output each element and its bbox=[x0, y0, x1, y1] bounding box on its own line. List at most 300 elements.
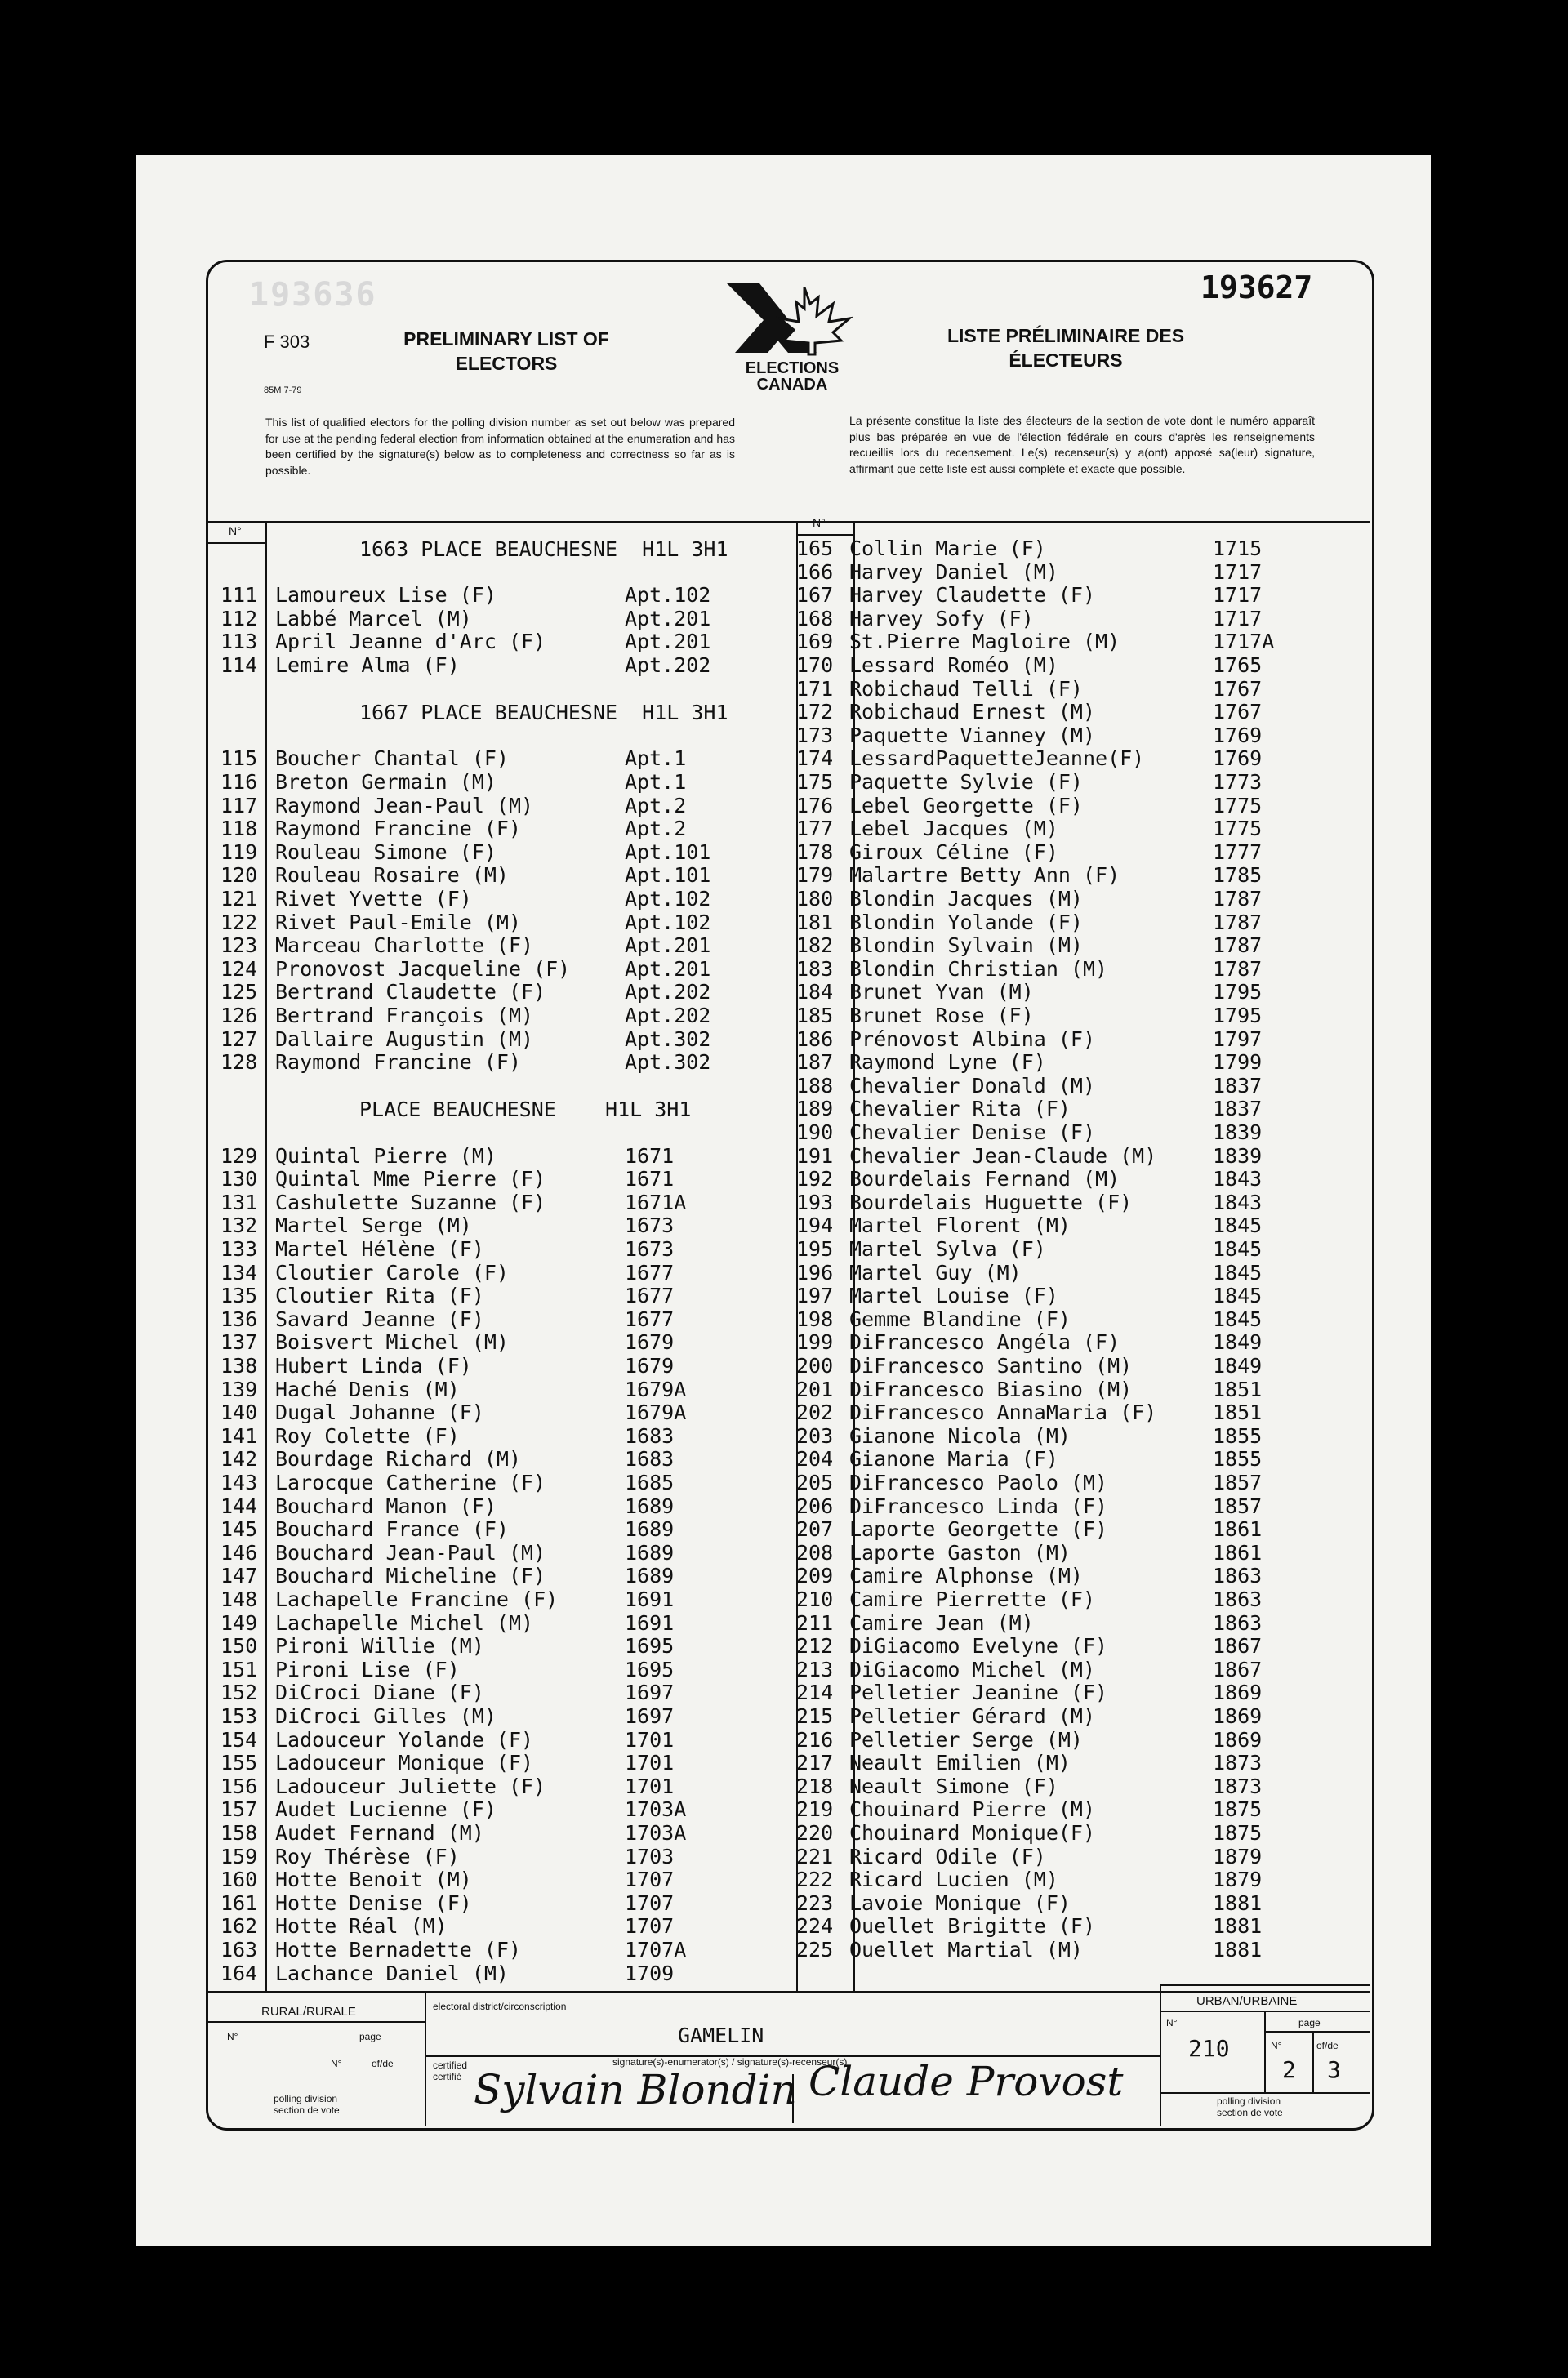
elector-address: 1869 bbox=[1213, 1704, 1263, 1728]
no-header-rule-left bbox=[207, 542, 265, 544]
elector-number: 213 bbox=[796, 1657, 834, 1681]
elector-number: 184 bbox=[796, 980, 834, 1004]
elector-name: Chevalier Jean-Claude (M) bbox=[849, 1143, 1157, 1168]
elector-number: 223 bbox=[796, 1890, 834, 1915]
elector-name: Laporte Georgette (F) bbox=[849, 1517, 1108, 1542]
title-english-line1: PRELIMINARY LIST OF bbox=[403, 328, 609, 350]
elector-address: Apt.302 bbox=[625, 1026, 711, 1051]
elector-address: 1849 bbox=[1213, 1330, 1263, 1355]
elector-number: 117 bbox=[220, 793, 258, 817]
elector-name: Lebel Georgette (F) bbox=[849, 793, 1083, 817]
elector-number: 162 bbox=[220, 1914, 258, 1939]
elector-address: 1861 bbox=[1213, 1540, 1263, 1565]
elector-number: 149 bbox=[220, 1610, 258, 1635]
title-english bbox=[384, 327, 629, 376]
elector-number: 217 bbox=[796, 1751, 834, 1775]
rural-polling-label-2: section de vote bbox=[274, 2104, 340, 2116]
elector-number: 137 bbox=[220, 1330, 258, 1355]
elector-number: 168 bbox=[796, 606, 834, 630]
elector-address: Apt.202 bbox=[625, 1004, 711, 1027]
elector-number: 152 bbox=[220, 1681, 258, 1705]
elector-number: 156 bbox=[220, 1774, 258, 1798]
elector-name: Rouleau Rosaire (M) bbox=[275, 863, 509, 888]
elector-address: 1775 bbox=[1213, 793, 1263, 817]
elector-number: 131 bbox=[220, 1190, 258, 1214]
elector-number: 134 bbox=[220, 1260, 258, 1285]
elector-number: 178 bbox=[796, 839, 834, 864]
elector-address: Apt.101 bbox=[625, 839, 711, 864]
elector-address: 1689 bbox=[625, 1517, 675, 1542]
elector-name: Hotte Denise (F) bbox=[275, 1890, 472, 1915]
elector-number: 181 bbox=[796, 910, 834, 934]
elector-name: Camire Alphonse (M) bbox=[849, 1564, 1083, 1588]
elector-name: DiCroci Gilles (M) bbox=[275, 1704, 497, 1728]
elector-name: Giroux Céline (F) bbox=[849, 839, 1058, 864]
elector-name: DiGiacomo Evelyne (F) bbox=[849, 1634, 1108, 1659]
no-header-rule-right bbox=[796, 534, 853, 536]
rural-of-label: of/de bbox=[372, 2058, 394, 2069]
elector-number: 189 bbox=[796, 1097, 834, 1121]
elector-address: 1867 bbox=[1213, 1657, 1263, 1681]
elector-number: 133 bbox=[220, 1237, 258, 1261]
elector-address: Apt.1 bbox=[625, 770, 687, 794]
elector-address: 1873 bbox=[1213, 1751, 1263, 1775]
elector-address: 1701 bbox=[625, 1774, 675, 1798]
elector-address: 1717 bbox=[1213, 606, 1263, 630]
elector-number: 214 bbox=[796, 1681, 834, 1705]
elector-address: 1703 bbox=[625, 1844, 675, 1868]
elector-number: 219 bbox=[796, 1797, 834, 1822]
elector-number: 119 bbox=[220, 839, 258, 864]
elector-number: 206 bbox=[796, 1494, 834, 1518]
elector-number: 208 bbox=[796, 1540, 834, 1565]
elector-address: 1707A bbox=[625, 1938, 687, 1962]
elector-name: Lavoie Monique (F) bbox=[849, 1890, 1071, 1915]
elector-number: 197 bbox=[796, 1284, 834, 1308]
elector-address: 1839 bbox=[1213, 1143, 1263, 1168]
elector-name: Ladouceur Yolande (F) bbox=[275, 1727, 534, 1752]
elector-number: 150 bbox=[220, 1634, 258, 1659]
elector-number: 112 bbox=[220, 606, 258, 630]
elector-number: 185 bbox=[796, 1004, 834, 1027]
elector-number: 142 bbox=[220, 1447, 258, 1472]
elector-number: 174 bbox=[796, 746, 834, 771]
elector-name: Prénovost Albina (F) bbox=[849, 1026, 1096, 1051]
elector-name: Chevalier Rita (F) bbox=[849, 1097, 1071, 1121]
district-label: electoral district/circonscription bbox=[433, 2001, 567, 2012]
certified-label-fr: certifié bbox=[433, 2071, 462, 2082]
elector-address: 1775 bbox=[1213, 817, 1263, 841]
elector-name: DiFrancesco Angéla (F) bbox=[849, 1330, 1120, 1355]
elector-number: 199 bbox=[796, 1330, 834, 1355]
elector-name: LessardPaquetteJeanne(F) bbox=[849, 746, 1145, 771]
elector-number: 187 bbox=[796, 1050, 834, 1075]
elector-address: Apt.102 bbox=[625, 583, 711, 608]
elector-address: Apt.1 bbox=[625, 746, 687, 771]
elector-number: 203 bbox=[796, 1423, 834, 1448]
elector-number: 145 bbox=[220, 1517, 258, 1542]
elector-name: Hotte Réal (M) bbox=[275, 1914, 448, 1939]
elector-number: 183 bbox=[796, 956, 834, 981]
elector-number: 179 bbox=[796, 863, 834, 888]
elector-name: Lachapelle Michel (M) bbox=[275, 1610, 534, 1635]
elector-address: 1845 bbox=[1213, 1284, 1263, 1308]
elector-address: Apt.201 bbox=[625, 606, 711, 630]
elector-number: 125 bbox=[220, 980, 258, 1004]
elector-number: 136 bbox=[220, 1307, 258, 1331]
elector-name: Brunet Rose (F) bbox=[849, 1004, 1034, 1027]
elector-name: Ladouceur Juliette (F) bbox=[275, 1774, 546, 1798]
elector-name: Labbé Marcel (M) bbox=[275, 606, 472, 630]
elector-number: 164 bbox=[220, 1961, 258, 1985]
elector-address: 1717 bbox=[1213, 559, 1263, 584]
elector-name: Gianone Nicola (M) bbox=[849, 1423, 1071, 1448]
elector-name: Larocque Catherine (F) bbox=[275, 1471, 546, 1494]
rural-polling-label-1: polling division bbox=[274, 2093, 338, 2104]
title-french-line2: ÉLECTEURS bbox=[1009, 350, 1123, 371]
elector-number: 163 bbox=[220, 1938, 258, 1962]
elector-name: Raymond Lyne (F) bbox=[849, 1050, 1046, 1075]
section-heading: 1667 PLACE BEAUCHESNE H1L 3H1 bbox=[359, 701, 728, 725]
elector-name: Malartre Betty Ann (F) bbox=[849, 863, 1120, 888]
no-header-left: N° bbox=[229, 524, 242, 537]
elector-name: Collin Marie (F) bbox=[849, 537, 1046, 560]
elector-name: Laporte Gaston (M) bbox=[849, 1540, 1071, 1565]
elector-name: Quintal Pierre (M) bbox=[275, 1143, 497, 1168]
elector-number: 118 bbox=[220, 817, 258, 841]
urban-page-rule bbox=[1264, 2031, 1370, 2033]
elector-name: Lemire Alma (F) bbox=[275, 653, 460, 677]
elector-address: 1689 bbox=[625, 1494, 675, 1518]
elector-name: DiFrancesco Linda (F) bbox=[849, 1494, 1108, 1518]
urban-polling-label-2: section de vote bbox=[1217, 2107, 1283, 2118]
elector-address: 1843 bbox=[1213, 1190, 1263, 1214]
elector-address: Apt.202 bbox=[625, 653, 711, 677]
elector-address: 1691 bbox=[625, 1610, 675, 1635]
urban-label: URBAN/URBAINE bbox=[1196, 1994, 1298, 2008]
elector-number: 196 bbox=[796, 1260, 834, 1285]
elector-name: Robichaud Ernest (M) bbox=[849, 700, 1096, 724]
urban-divider bbox=[1264, 2011, 1266, 2092]
elector-address: 1671 bbox=[625, 1167, 675, 1191]
footer-divider-rural bbox=[425, 1991, 426, 2126]
left-no-column-line bbox=[265, 521, 267, 1991]
elector-number: 202 bbox=[796, 1401, 834, 1425]
elector-name: Gemme Blandine (F) bbox=[849, 1307, 1071, 1331]
elector-address: 1863 bbox=[1213, 1588, 1263, 1611]
elector-name: DiFrancesco Santino (M) bbox=[849, 1354, 1133, 1378]
urban-page-no-label: N° bbox=[1271, 2040, 1282, 2051]
elector-number: 121 bbox=[220, 887, 258, 911]
elector-address: 1845 bbox=[1213, 1307, 1263, 1331]
elector-name: Pironi Willie (M) bbox=[275, 1634, 484, 1659]
elector-address: 1855 bbox=[1213, 1447, 1263, 1472]
elector-number: 201 bbox=[796, 1377, 834, 1401]
elector-number: 143 bbox=[220, 1471, 258, 1494]
elector-number: 148 bbox=[220, 1588, 258, 1611]
elector-number: 195 bbox=[796, 1237, 834, 1261]
elector-name: Camire Pierrette (F) bbox=[849, 1588, 1096, 1611]
elector-address: Apt.2 bbox=[625, 793, 687, 817]
elector-address: 1879 bbox=[1213, 1868, 1263, 1892]
elector-address: 1787 bbox=[1213, 933, 1263, 958]
elector-address: 1767 bbox=[1213, 700, 1263, 724]
elector-name: Martel Louise (F) bbox=[849, 1284, 1058, 1308]
elector-address: 1777 bbox=[1213, 839, 1263, 864]
elector-address: 1769 bbox=[1213, 723, 1263, 747]
elector-name: Roy Thérèse (F) bbox=[275, 1844, 460, 1868]
elector-address: 1875 bbox=[1213, 1821, 1263, 1845]
elector-address: 1767 bbox=[1213, 676, 1263, 701]
elector-address: 1701 bbox=[625, 1727, 675, 1752]
rural-page-label: page bbox=[359, 2031, 381, 2042]
elector-name: Robichaud Telli (F) bbox=[849, 676, 1083, 701]
form-date: 85M 7-79 bbox=[264, 385, 302, 395]
elector-address: 1679 bbox=[625, 1354, 675, 1378]
elector-name: Raymond Francine (F) bbox=[275, 1050, 522, 1075]
elector-number: 207 bbox=[796, 1517, 834, 1542]
elector-number: 147 bbox=[220, 1564, 258, 1588]
elector-address: 1707 bbox=[625, 1868, 675, 1892]
elector-address: Apt.101 bbox=[625, 863, 711, 888]
elector-name: Roy Colette (F) bbox=[275, 1423, 460, 1448]
elector-number: 132 bbox=[220, 1213, 258, 1238]
elections-canada-logo bbox=[719, 279, 866, 394]
elector-number: 180 bbox=[796, 887, 834, 911]
elector-address: 1773 bbox=[1213, 770, 1263, 794]
elector-name: Dugal Johanne (F) bbox=[275, 1401, 484, 1425]
elector-name: Rivet Paul-Emile (M) bbox=[275, 910, 522, 934]
elector-address: 1851 bbox=[1213, 1377, 1263, 1401]
elector-name: Audet Fernand (M) bbox=[275, 1821, 484, 1845]
elector-number: 154 bbox=[220, 1727, 258, 1752]
elector-name: Boisvert Michel (M) bbox=[275, 1330, 509, 1355]
elector-name: Martel Florent (M) bbox=[849, 1213, 1071, 1238]
elector-name: Blondin Christian (M) bbox=[849, 956, 1108, 981]
elector-address: 1685 bbox=[625, 1471, 675, 1494]
elector-number: 225 bbox=[796, 1938, 834, 1962]
elector-name: Lachapelle Francine (F) bbox=[275, 1588, 559, 1611]
elector-name: DiFrancesco AnnaMaria (F) bbox=[849, 1401, 1157, 1425]
urban-bottom-rule bbox=[1160, 2092, 1370, 2094]
elector-number: 161 bbox=[220, 1890, 258, 1915]
elector-address: Apt.201 bbox=[625, 933, 711, 958]
urban-of-value: 3 bbox=[1327, 2056, 1341, 2083]
elector-name: Hubert Linda (F) bbox=[275, 1354, 472, 1378]
elector-name: Neault Simone (F) bbox=[849, 1774, 1058, 1798]
elector-name: Bouchard Jean-Paul (M) bbox=[275, 1540, 546, 1565]
elector-name: Harvey Sofy (F) bbox=[849, 606, 1034, 630]
elector-number: 215 bbox=[796, 1704, 834, 1728]
elector-address: 1717A bbox=[1213, 630, 1275, 654]
urban-top-rule bbox=[1160, 1984, 1370, 1986]
elector-address: 1863 bbox=[1213, 1564, 1263, 1588]
elector-name: Bourdelais Huguette (F) bbox=[849, 1190, 1133, 1214]
elector-address: 1673 bbox=[625, 1237, 675, 1261]
section-heading: 1663 PLACE BEAUCHESNE H1L 3H1 bbox=[359, 537, 728, 561]
elector-name: Bertrand François (M) bbox=[275, 1004, 534, 1027]
elector-address: 1677 bbox=[625, 1284, 675, 1308]
urban-page-label: page bbox=[1298, 2017, 1321, 2028]
elector-name: Dallaire Augustin (M) bbox=[275, 1026, 534, 1051]
elector-number: 157 bbox=[220, 1797, 258, 1822]
elector-number: 141 bbox=[220, 1423, 258, 1448]
elector-number: 167 bbox=[796, 583, 834, 608]
serial-number: 193627 bbox=[1200, 269, 1313, 305]
elector-name: Pelletier Serge (M) bbox=[849, 1727, 1083, 1752]
elector-address: 1797 bbox=[1213, 1026, 1263, 1051]
elector-name: Marceau Charlotte (F) bbox=[275, 933, 534, 958]
elector-address: 1683 bbox=[625, 1447, 675, 1472]
elector-address: 1857 bbox=[1213, 1494, 1263, 1518]
elector-name: Savard Jeanne (F) bbox=[275, 1307, 484, 1331]
elector-name: Ouellet Martial (M) bbox=[849, 1938, 1083, 1962]
elector-address: 1879 bbox=[1213, 1844, 1263, 1868]
elector-number: 139 bbox=[220, 1377, 258, 1401]
footer-divider-urban bbox=[1160, 1984, 1161, 2126]
elector-address: 1697 bbox=[625, 1704, 675, 1728]
elector-address: 1707 bbox=[625, 1890, 675, 1915]
elector-number: 158 bbox=[220, 1821, 258, 1845]
elector-address: 1881 bbox=[1213, 1938, 1263, 1962]
elector-address: Apt.2 bbox=[625, 817, 687, 841]
intro-text-french: La présente constitue la liste des électeurs de la section de vote dont le numéro apparaît plus bas préparée en vue de l'élection fédérale en cours d'après les renseignements recueillis lors du recensement. Le(s) recenseur(s) y a(ont) apposé sa(leur) signature, affirmant que cette liste est aussi complète et exacte que possible. bbox=[849, 414, 1315, 475]
elector-address: 1671A bbox=[625, 1190, 687, 1214]
elector-name: Paquette Vianney (M) bbox=[849, 723, 1096, 747]
elector-number: 182 bbox=[796, 933, 834, 958]
urban-polling-label-1: polling division bbox=[1217, 2095, 1281, 2107]
elector-name: Ricard Lucien (M) bbox=[849, 1868, 1058, 1892]
elector-address: 1683 bbox=[625, 1423, 675, 1448]
elector-name: Boucher Chantal (F) bbox=[275, 746, 509, 771]
elector-name: Lamoureux Lise (F) bbox=[275, 583, 497, 608]
elector-address: 1799 bbox=[1213, 1050, 1263, 1075]
elector-address: 1691 bbox=[625, 1588, 675, 1611]
elector-number: 155 bbox=[220, 1751, 258, 1775]
elector-name: DiFrancesco Paolo (M) bbox=[849, 1471, 1108, 1494]
elector-number: 116 bbox=[220, 770, 258, 794]
maple-leaf-x-icon bbox=[719, 279, 866, 394]
elector-address: 1849 bbox=[1213, 1354, 1263, 1378]
elector-name: DiCroci Diane (F) bbox=[275, 1681, 484, 1705]
rural-rule bbox=[207, 2021, 425, 2023]
no-header-right: N° bbox=[813, 516, 826, 529]
urban-of-label: of/de bbox=[1316, 2040, 1339, 2051]
elector-name: Lessard Roméo (M) bbox=[849, 653, 1058, 677]
elector-address: 1873 bbox=[1213, 1774, 1263, 1798]
elector-name: Raymond Francine (F) bbox=[275, 817, 522, 841]
elector-name: Bouchard Manon (F) bbox=[275, 1494, 497, 1518]
elector-name: Martel Sylva (F) bbox=[849, 1237, 1046, 1261]
elector-number: 172 bbox=[796, 700, 834, 724]
elector-name: St.Pierre Magloire (M) bbox=[849, 630, 1120, 654]
elector-number: 218 bbox=[796, 1774, 834, 1798]
elector-name: Audet Lucienne (F) bbox=[275, 1797, 497, 1822]
elector-address: 1671 bbox=[625, 1143, 675, 1168]
elector-number: 188 bbox=[796, 1073, 834, 1098]
elector-address: 1863 bbox=[1213, 1610, 1263, 1635]
elector-address: 1795 bbox=[1213, 1004, 1263, 1027]
elector-address: 1875 bbox=[1213, 1797, 1263, 1822]
elector-address: Apt.102 bbox=[625, 910, 711, 934]
elector-address: 1695 bbox=[625, 1634, 675, 1659]
elector-name: Ouellet Brigitte (F) bbox=[849, 1914, 1096, 1939]
elector-number: 160 bbox=[220, 1868, 258, 1892]
elector-address: 1837 bbox=[1213, 1097, 1263, 1121]
elector-name: Hotte Bernadette (F) bbox=[275, 1938, 522, 1962]
elector-number: 198 bbox=[796, 1307, 834, 1331]
elector-name: Paquette Sylvie (F) bbox=[849, 770, 1083, 794]
elector-number: 171 bbox=[796, 676, 834, 701]
elector-address: 1673 bbox=[625, 1213, 675, 1238]
elector-name: Martel Hélène (F) bbox=[275, 1237, 484, 1261]
elector-number: 169 bbox=[796, 630, 834, 654]
elector-number: 170 bbox=[796, 653, 834, 677]
footer-rule bbox=[207, 1991, 1370, 1993]
elector-name: Quintal Mme Pierre (F) bbox=[275, 1167, 546, 1191]
elector-number: 165 bbox=[796, 537, 834, 560]
elector-address: 1837 bbox=[1213, 1073, 1263, 1098]
elector-number: 153 bbox=[220, 1704, 258, 1728]
elector-number: 211 bbox=[796, 1610, 834, 1635]
elector-name: DiFrancesco Biasino (M) bbox=[849, 1377, 1133, 1401]
elector-name: Pelletier Gérard (M) bbox=[849, 1704, 1096, 1728]
elector-address: 1861 bbox=[1213, 1517, 1263, 1542]
elector-address: 1857 bbox=[1213, 1471, 1263, 1494]
elector-name: Pelletier Jeanine (F) bbox=[849, 1681, 1108, 1705]
section-heading: PLACE BEAUCHESNE H1L 3H1 bbox=[359, 1098, 692, 1122]
elector-address: 1869 bbox=[1213, 1727, 1263, 1752]
elector-number: 193 bbox=[796, 1190, 834, 1214]
elector-name: Lebel Jacques (M) bbox=[849, 817, 1058, 841]
district-name: GAMELIN bbox=[678, 2024, 764, 2047]
elector-address: 1717 bbox=[1213, 583, 1263, 608]
elector-name: Blondin Yolande (F) bbox=[849, 910, 1083, 934]
elector-name: Bouchard France (F) bbox=[275, 1517, 509, 1542]
elector-number: 124 bbox=[220, 956, 258, 981]
elector-number: 129 bbox=[220, 1143, 258, 1168]
header-rule bbox=[207, 521, 1370, 523]
signature-enumerator-1: Sylvain Blondin bbox=[474, 2066, 797, 2113]
elector-name: Cashulette Suzanne (F) bbox=[275, 1190, 546, 1214]
elector-number: 212 bbox=[796, 1634, 834, 1659]
elector-address: 1869 bbox=[1213, 1681, 1263, 1705]
intro-text-english: This list of qualified electors for the polling division number as set out below was prepared for use at the pending federal election from information obtained at the enumeration and has been certified by the signature(s) below as to completeness and correctness so far as is possible. bbox=[265, 416, 735, 477]
elector-number: 191 bbox=[796, 1143, 834, 1168]
elector-address: 1881 bbox=[1213, 1914, 1263, 1939]
elector-number: 190 bbox=[796, 1120, 834, 1144]
elector-name: Chevalier Denise (F) bbox=[849, 1120, 1096, 1144]
elector-number: 120 bbox=[220, 863, 258, 888]
elector-number: 221 bbox=[796, 1844, 834, 1868]
elector-number: 176 bbox=[796, 793, 834, 817]
elector-name: Blondin Jacques (M) bbox=[849, 887, 1083, 911]
elector-address: 1867 bbox=[1213, 1634, 1263, 1659]
elector-address: 1697 bbox=[625, 1681, 675, 1705]
elector-address: 1769 bbox=[1213, 746, 1263, 771]
elector-address: Apt.302 bbox=[625, 1050, 711, 1075]
elector-number: 126 bbox=[220, 1004, 258, 1027]
elector-address: 1855 bbox=[1213, 1423, 1263, 1448]
elector-name: Neault Emilien (M) bbox=[849, 1751, 1071, 1775]
elector-address: 1701 bbox=[625, 1751, 675, 1775]
elector-address: Apt.201 bbox=[625, 630, 711, 654]
signature-label: signature(s)-enumerator(s) / signature(s)-recenseur(s) bbox=[612, 2056, 848, 2068]
elector-name: Martel Guy (M) bbox=[849, 1260, 1022, 1285]
elector-name: Rouleau Simone (F) bbox=[275, 839, 497, 864]
elector-name: Brunet Yvan (M) bbox=[849, 980, 1034, 1004]
elector-number: 135 bbox=[220, 1284, 258, 1308]
